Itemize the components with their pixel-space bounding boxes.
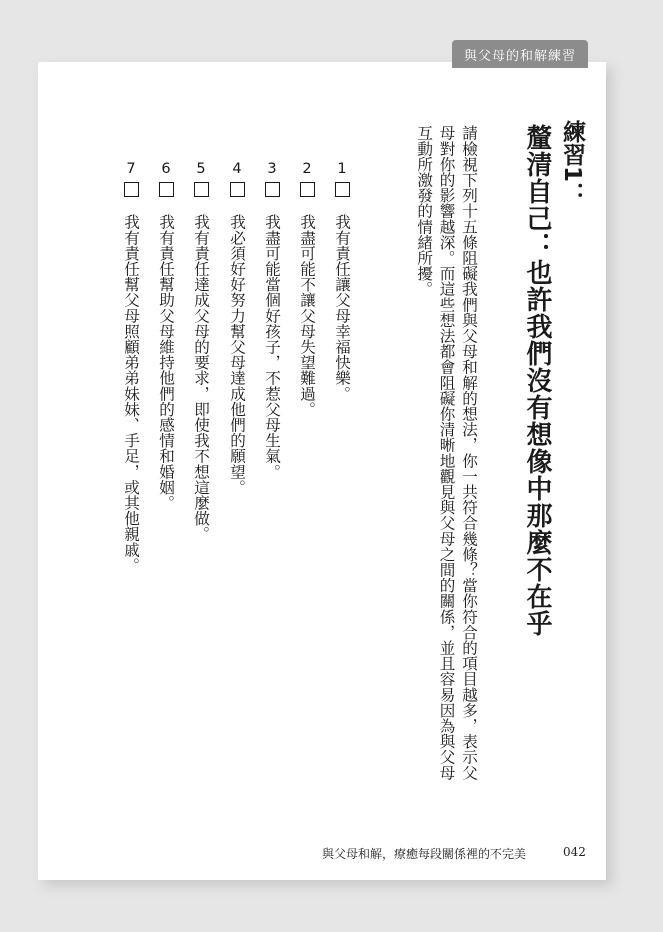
item-number: 6 <box>161 161 171 177</box>
item-text: 我有責任達成父母的要求，即使我不想這麼做。 <box>192 214 210 542</box>
item-number: 3 <box>267 161 277 177</box>
item-number: 1 <box>337 161 347 177</box>
page-number: 042 <box>563 845 586 859</box>
item-checkbox[interactable] <box>230 182 245 197</box>
intro-paragraph <box>368 125 480 785</box>
item-number: 5 <box>196 161 206 177</box>
item-text: 我盡可能不讓父母失望難過。 <box>298 214 316 417</box>
item-checkbox[interactable] <box>300 182 315 197</box>
item-checkbox[interactable] <box>265 182 280 197</box>
exercise-title: 釐清自己：也許我們沒有想像中那麼不在乎 <box>522 124 552 637</box>
item-checkbox[interactable] <box>124 182 139 197</box>
item-text: 我有責任幫父母照顧弟弟妹妹、手足，或其他親戚。 <box>122 214 140 573</box>
exercise-label: 練習1： <box>559 120 585 206</box>
item-number: 7 <box>126 161 136 177</box>
chapter-tab: 與父母的和解練習 <box>452 40 588 68</box>
intro-text: 請檢視下列十五條阻礙我們與父母和解的想法，你一共符合幾條？當你符合的項目越多，表示父母對你的影響越深。而這些想法都會阻礙你清晰地觀見與父母之間的關係，並且容易因為與父母互動所激發的情緒所擾。 <box>415 125 478 781</box>
item-checkbox[interactable] <box>335 182 350 197</box>
item-text: 我有責任讓父母幸福快樂。 <box>333 214 351 402</box>
item-checkbox[interactable] <box>194 182 209 197</box>
item-number: 4 <box>232 161 242 177</box>
item-text: 我必須好好努力幫父母達成他們的願望。 <box>228 214 246 495</box>
item-text: 我盡可能當個好孩子，不惹父母生氣。 <box>263 214 281 480</box>
item-text: 我有責任幫助父母維持他們的感情和婚姻。 <box>157 214 175 511</box>
item-number: 2 <box>302 161 312 177</box>
item-checkbox[interactable] <box>159 182 174 197</box>
footer-book-title: 與父母和解，療癒每段關係裡的不完美 <box>322 847 527 861</box>
